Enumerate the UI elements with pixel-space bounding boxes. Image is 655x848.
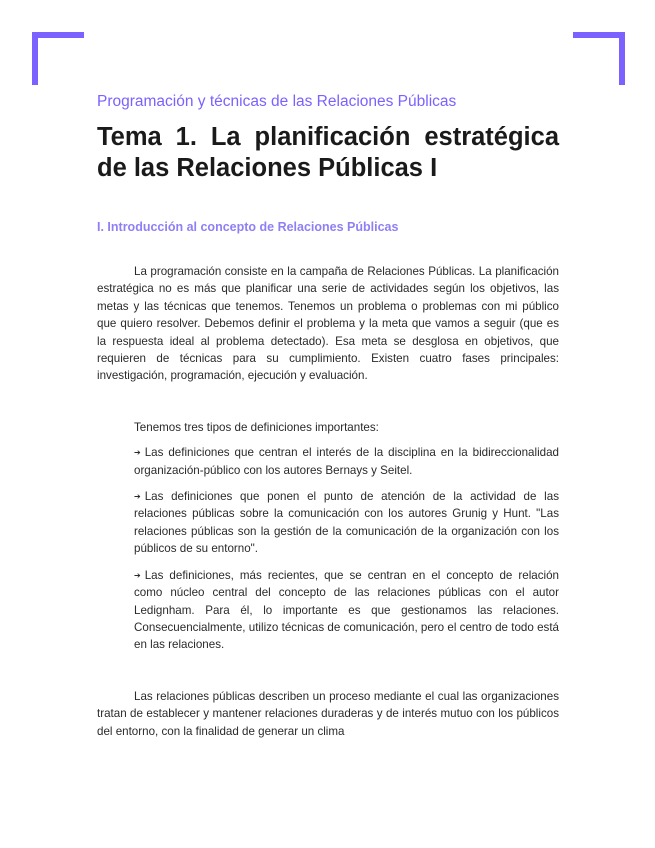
arrow-right-icon: ➔ xyxy=(134,570,141,580)
list-item-text: Las definiciones que centran el interés de la disciplina en la bidireccionalidad organización-público con los autores Bernays y Seitel. xyxy=(134,446,559,477)
arrow-right-icon: ➔ xyxy=(134,448,141,458)
page-title: Tema 1. La planificación estratégica de las Relaciones Públicas I xyxy=(97,123,559,182)
list-item-text: Las definiciones que ponen el punto de atención de la actividad de las relaciones públicas sobre la comunicación con los autores Grunig y Hunt. "Las relaciones públicas son la gestión de la comunicación de la organización con los públicos de su entorno". xyxy=(134,490,559,556)
section-heading: I. Introducción al concepto de Relaciones Públicas xyxy=(97,220,399,234)
definitions-intro: Tenemos tres tipos de definiciones importantes: xyxy=(134,420,379,434)
list-item xyxy=(134,567,559,654)
corner-bracket-top-right xyxy=(573,32,625,85)
closing-paragraph: Las relaciones públicas describen un proceso mediante el cual las organizaciones tratan de establecer y mantener relaciones duraderas y de interés mutuo con los públicos del entorno, con la finalidad de generar un clima xyxy=(97,689,559,738)
document-content xyxy=(97,92,559,740)
intro-paragraph: La programación consiste en la campaña de Relaciones Públicas. La planificación estratégica no es más que planificar una serie de actividades según los objetivos, las metas y las técnicas que tenemos. Tenemos un problema o problemas con mi público que quiero resolver. Debemos definir el problema y la meta que vamos a seguir (que es la respuesta ideal al problema detectado). Esa meta se desglosa en objetivos, que requieren de técnicas para su cumplimiento. Existen cuatro fases principales: investigación, programación, ejecución y evaluación. xyxy=(97,265,559,383)
list-item xyxy=(134,488,559,558)
list-item-text: Las definiciones, más recientes, que se centran en el concepto de relación como núcleo central del concepto de las relaciones públicas con el autor Ledignham. Para él, lo importante es que gestionamos las relaciones. Consecuencialmente, utilizo técnicas de comunicación, pero el centro de todo está en las relaciones. xyxy=(134,568,559,652)
corner-bracket-top-left xyxy=(32,32,84,85)
definitions-list xyxy=(97,444,559,653)
course-title: Programación y técnicas de las Relaciones Públicas xyxy=(97,93,457,110)
list-item xyxy=(134,444,559,479)
arrow-right-icon: ➔ xyxy=(134,492,141,502)
